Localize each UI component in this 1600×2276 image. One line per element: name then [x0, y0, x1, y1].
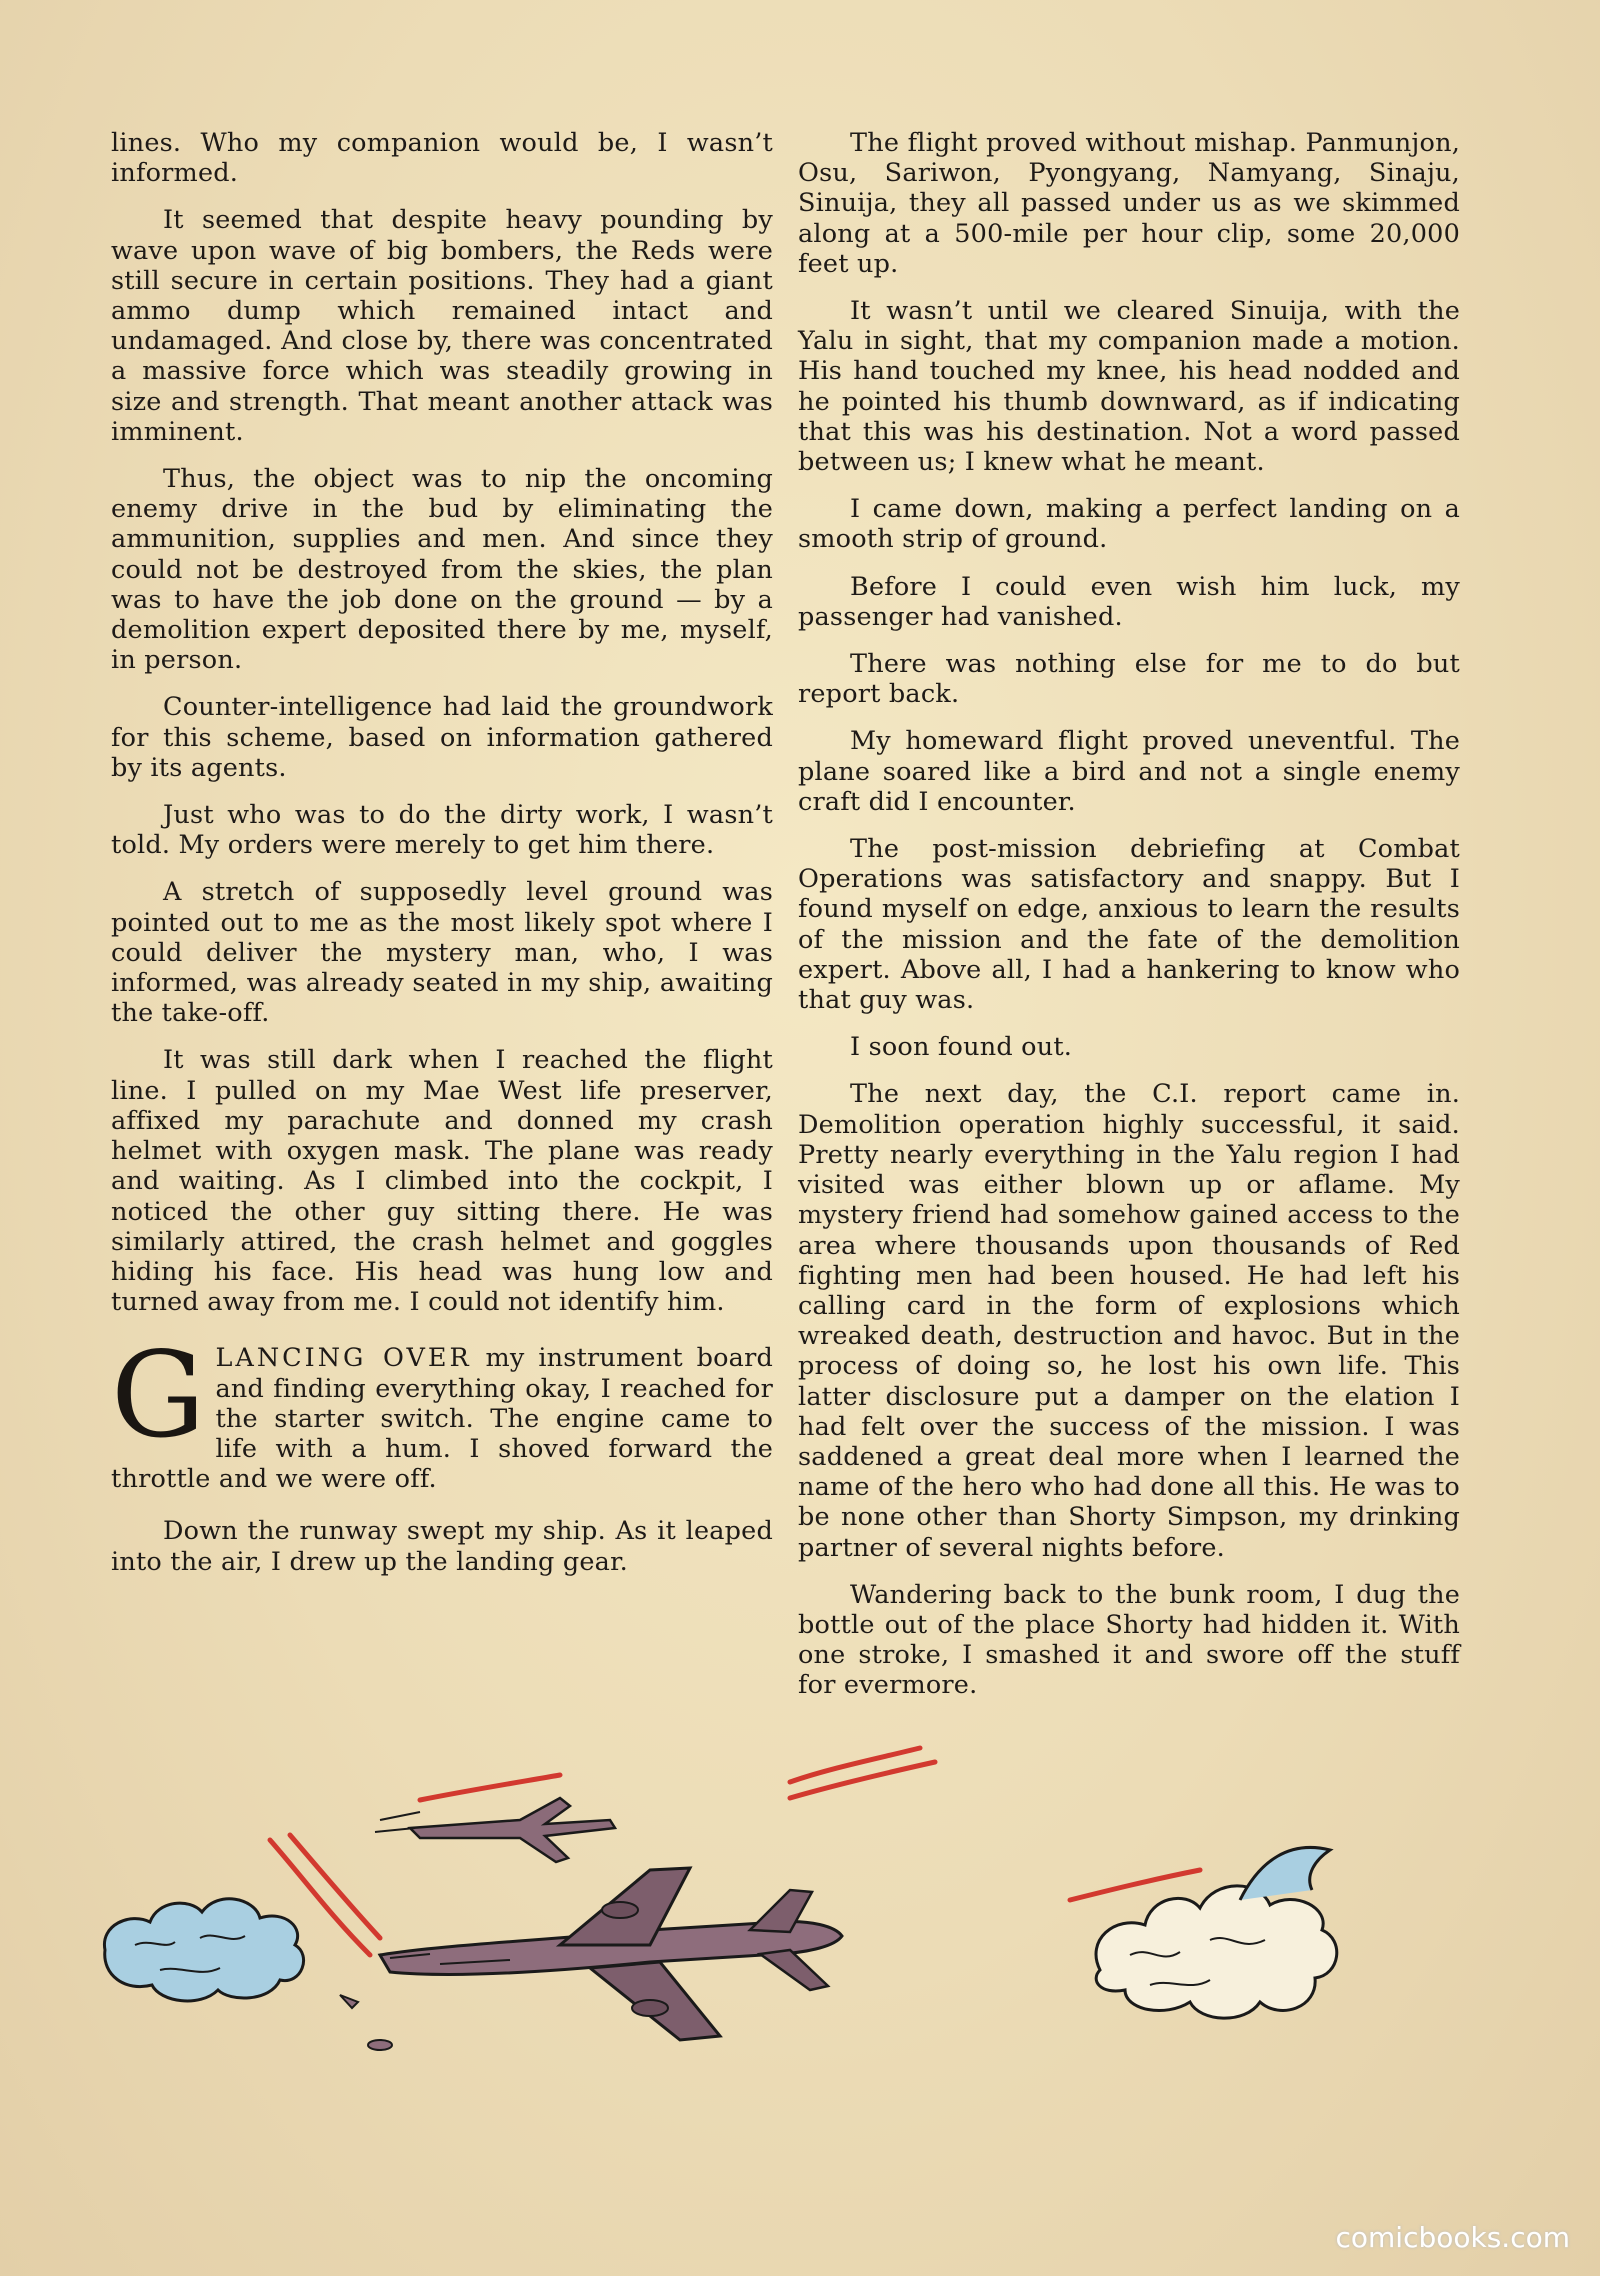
dropcap-paragraph: [111, 1326, 773, 1495]
left-cloud: [104, 1899, 303, 2001]
paragraph: The post-mission debriefing at Combat Operations was satisfactory and snappy. But I found myself on edge, anxious to learn the results of the mission and the fate of the demolition expert. Above all, I had a hankering to know who that guy was.: [798, 834, 1460, 1016]
drop-cap-letter: G: [111, 1326, 206, 1465]
paragraph: The flight proved without mishap. Panmunjon, Osu, Sariwon, Pyongyang, Namyang, Sinaju, Sinuija, they all passed under us as we skimmed along at a 500-mile per hour clip, some 20,000 feet up.: [798, 128, 1460, 279]
paragraph: I came down, making a perfect landing on a smooth strip of ground.: [798, 494, 1460, 555]
paragraph: A stretch of supposedly level ground was pointed out to me as the most likely spot where I could deliver the mystery man, who, I was informed, was already seated in my ship, awaiting the take-off.: [111, 877, 773, 1029]
paragraph: There was nothing else for me to do but report back.: [798, 649, 1460, 710]
paragraph: Thus, the object was to nip the oncoming enemy drive in the bud by eliminating the ammunition, supplies and men. And since they could not be destroyed from the skies, the plan was to have the job done on the ground — by a demolition expert deposited there by me, myself, in person.: [111, 464, 773, 676]
paragraph: Just who was to do the dirty work, I wasn’t told. My orders were merely to get him there.: [111, 800, 773, 861]
small-plane: [375, 1798, 615, 1862]
paragraph: lines. Who my companion would be, I wasn’t informed.: [111, 128, 773, 189]
bombs: [340, 1995, 392, 2050]
paragraph: Down the runway swept my ship. As it leaped into the air, I drew up the landing gear.: [111, 1516, 773, 1577]
small-caps-lead: LANCING OVER: [215, 1343, 472, 1374]
main-bomber: [380, 1868, 842, 2040]
paragraph: My homeward flight proved uneventful. The plane soared like a bird and not a single enemy craft did I encounter.: [798, 726, 1460, 817]
paragraph: The next day, the C.I. report came in. Demolition operation highly successful, it said. Pretty nearly everything in the Yalu region I had visited was either blown up or aflame. My mystery friend had somehow gained access to the area where thousands upon thousands of Red fighting men had been housed. He had left his calling card in the form of explosions which wreaked death, destruction and havoc. But in the process of doing so, he lost his own life. This latter disclosure put a damper on the elation I had felt over the success of the mission. I was saddened a great deal more when I learned the name of the hero who had done all this. He was to be none other than Shorty Simpson, my drinking partner of several nights before.: [798, 1079, 1460, 1563]
paragraph-text: my instrument board and finding everything okay, I reached for the starter switch. The engine came to life with a hum. I shoved forward the throttle and we were off.: [111, 1343, 773, 1495]
paragraph: It seemed that despite heavy pounding by wave upon wave of big bombers, the Reds were still secure in certain positions. They had a giant ammo dump which remained intact and undamaged. And close by, there was concentrated a massive force which was steadily growing in size and strength. That meant another attack was imminent.: [111, 205, 773, 447]
paragraph: It wasn’t until we cleared Sinuija, with the Yalu in sight, that my companion made a motion. His hand touched my knee, his head nodded and he pointed his thumb downward, as if indicating that this was his destination. Not a word passed between us; I knew what he meant.: [798, 296, 1460, 478]
right-cloud: [1096, 1847, 1337, 2018]
bomber-illustration: [90, 1740, 1510, 2080]
paragraph: It was still dark when I reached the flight line. I pulled on my Mae West life preserver, affixed my parachute and donned my crash helmet with oxygen mask. The plane was ready and waiting. As I climbed into the cockpit, I noticed the other guy sitting there. He was similarly attired, the crash helmet and goggles hiding his face. His head was hung low and turned away from me. I could not identify him.: [111, 1045, 773, 1318]
paragraph: Counter-intelligence had laid the groundwork for this scheme, based on information gathered by its agents.: [111, 692, 773, 783]
watermark: comicbooks.com: [1335, 2221, 1570, 2254]
paragraph: Wandering back to the bunk room, I dug the bottle out of the place Shorty had hidden it. With one stroke, I smashed it and swore off the stuff for evermore.: [798, 1579, 1460, 1701]
right-text-column: [798, 128, 1460, 1718]
paragraph: I soon found out.: [850, 1032, 1073, 1063]
left-text-column: [111, 128, 773, 1594]
paragraph: Before I could even wish him luck, my passenger had vanished.: [798, 571, 1460, 632]
